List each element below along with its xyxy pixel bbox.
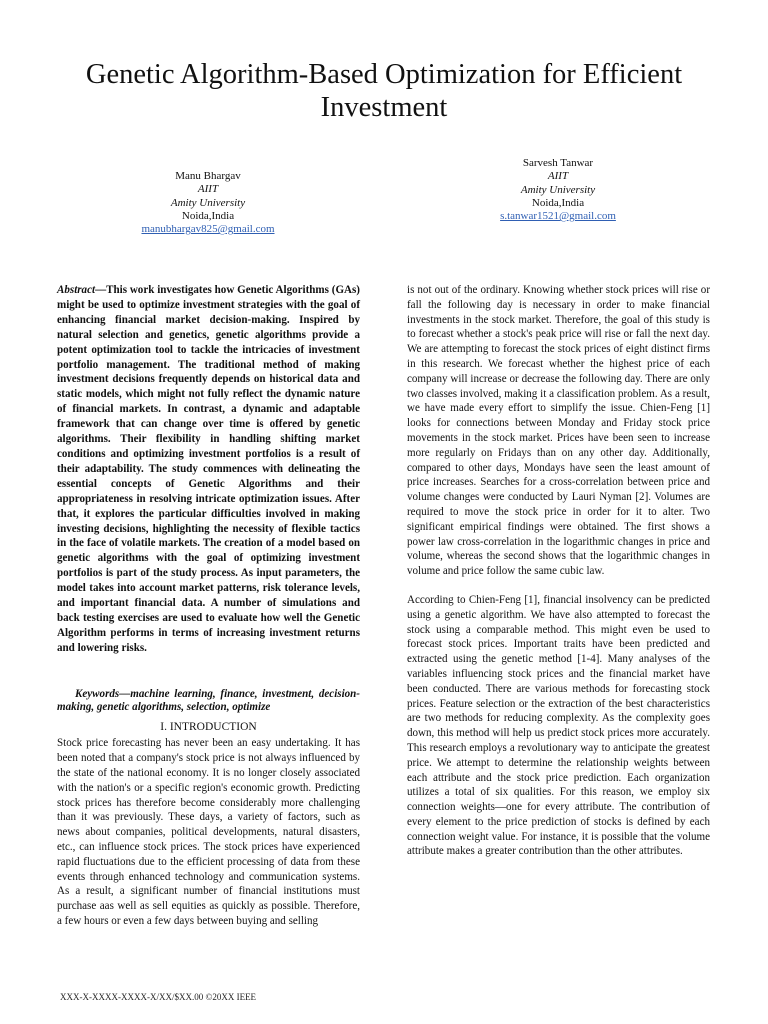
author-email-link[interactable]: manubhargav825@gmail.com xyxy=(141,223,275,236)
author-location: Noida,India xyxy=(181,209,235,222)
abstract-dash: — xyxy=(95,284,107,296)
abstract xyxy=(57,283,360,656)
copyright-footer: XXX-X-XXXX-XXXX-X/XX/$XX.00 ©20XX IEEE xyxy=(60,992,257,1002)
author-block-1 xyxy=(108,170,308,236)
author-org: Amity University xyxy=(170,196,246,209)
left-column xyxy=(57,283,360,929)
author-org: Amity University xyxy=(520,183,596,196)
section-heading-introduction: I. INTRODUCTION xyxy=(160,720,257,733)
author-email-link[interactable]: s.tanwar1521@gmail.com xyxy=(500,210,616,223)
author-location: Noida,India xyxy=(531,196,585,209)
author-block-2 xyxy=(458,157,658,223)
author-name: Sarvesh Tanwar xyxy=(522,157,594,169)
intro-paragraph: Stock price forecasting has never been an easy undertaking. It has been noted that a company's stock price is not always influenced by the state of the national economy. It is no longer closely associated with the nation's or a specific region's economic growth. Predicting stock prices has therefore become considerably more challenging than it was previously. These days, a variety of factors, such as news about companies, political developments, natural disasters, etc., can influence stock prices. The stock prices have experienced rapid fluctuations due to the efficient processing of data from these events through enhanced technology and communication systems. As a result, a significant number of financial institutions must purchase aas well as sell equities as quickly as possible. Therefore, a few hours or even a few days between buying and selling xyxy=(57,737,360,928)
abstract-lead: Abstract xyxy=(57,284,96,296)
author-dept: AIIT xyxy=(547,170,569,183)
abstract-text: This work investigates how Genetic Algorithms (GAs) might be used to optimize investment strategies with the goal of enhancing financial market decision-making. Inspired by natural selection and genetics, genetic algorithms provide a potent optimization tool to tackle the intricacies of investment portfolio management. The traditional method of making investment decisions frequently depends on historical data and static models, which might not fully reflect the dynamic nature of financial markets. In contrast, a dynamic and adaptable framework that can change over time is offered by genetic algorithms. Their flexibility in handling shifting market conditions and optimizing investment portfolios is a result of their adaptability. The study commences with delineating the essential concepts of Genetic Algorithms and their appropriateness in resolving intricate optimization issues. After that, it explores the particular difficulties involved in making investing decisions, highlighting the necessity of flexible tactics in the face of volatile markets. The creation of a model based on genetic algorithms with the goal of optimizing investment portfolios is part of the study process. As input parameters, the model takes into account market patterns, risk tolerance levels, and important financial data. A number of simulations and back testing exercises are used to evaluate how well the Genetic Algorithm performs in terms of increasing investment returns and lowering risks. xyxy=(57,284,360,654)
keywords: Keywords—machine learning, finance, investment, decision-making, genetic algorithms, selection, optimize xyxy=(57,687,360,713)
body-paragraph-2: According to Chien-Feng [1], financial insolvency can be predicted using a genetic algorithm. We have also attempted to forecast the stock using a comparable method. This might even be used to forecast stock prices. Important traits have been predicted and extracted using the genetic method [1-4]. Many analyses of the variables influencing stock prices and the financial market have been conducted. There are various methods for forecasting stock prices. Feature selection or the extraction of the best characteristics are two methods for reducing complexity. As the complexity goes down, this method will help us predict stock prices more accurately. This research employs a revolutionary way to anticipate the greatest price. We attempt to determine the relationship weights between each attribute and the stock price prediction. Each organization utilizes a total of six qualities. For this reason, we employ six connection weights—one for every attribute. The contribution of every element to the price prediction of stocks is defined by each connection weight value. For instance, it is possible that the volume attribute makes a greater contribution than the other attributes. xyxy=(407,593,710,858)
author-dept: AIIT xyxy=(197,183,219,196)
body-paragraph-1: is not out of the ordinary. Knowing whether stock prices will rise or fall the following day is necessary in order to make financial investments in the stock market. Therefore, the goal of this study is to forecast whether a stock's peak price will rise or fall the next day. We are attempting to forecast the stock prices of eight distinct firms in this research. We forecast whether the highest price of each company will increase or decrease the following day. There are only two classes involved, making it a classification problem. As a result, we have made every effort to simplify the issue. Chien-Feng [1] looks for connections between Monday and Friday stock price movements in the stock market. Prices have been seen to increase more regularly on Fridays than on any other day. Additionally, compared to other days, Mondays have seen the least amount of price increases. Searches for a cross-correlation between price and volume changes were conducted by Lauri Nyman [2]. Volumes are required to move the stock price in order for it to alter. Two significant empirical findings were obtained. The first shows a power law cross-correlation in the logarithmic changes in price and volume, whereas the second shows that the logarithmic changes in volume and price follow the same cubic law. xyxy=(407,284,710,578)
right-column xyxy=(407,283,710,859)
author-name: Manu Bhargav xyxy=(175,170,241,182)
paper-title: Genetic Algorithm-Based Optimization for Efficient Investment xyxy=(85,59,683,123)
